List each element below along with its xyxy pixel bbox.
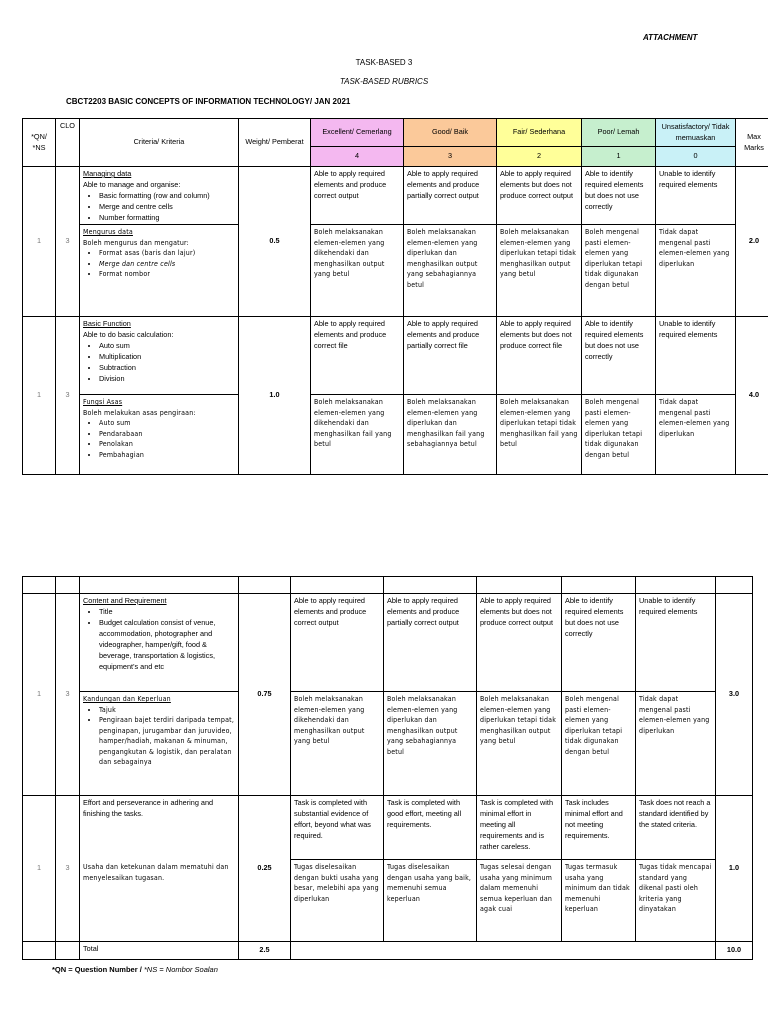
unsat-en: Task does not reach a standard identified by the stated criteria.	[636, 796, 715, 860]
table-row	[23, 577, 753, 594]
list-item: • Merge dan centre cells	[99, 259, 235, 270]
good-ms: Tugas diselesaikan dengan usaha yang baik, memenuhi semua keperluan	[387, 863, 472, 903]
col-qn: *QN/ *NS	[23, 119, 56, 167]
list-item: • Subtraction	[99, 363, 235, 374]
total-label: Total	[80, 942, 239, 960]
col-weight: Weight/ Pemberat	[239, 119, 311, 167]
footnote-italic: *NS = Nombor Soalan	[143, 965, 218, 974]
criteria-cell	[80, 167, 239, 317]
row-clo: 3	[56, 594, 80, 796]
footnote-main: *QN = Question Number /	[52, 965, 144, 974]
row-max: 4.0	[736, 317, 768, 475]
row-clo: 3	[56, 796, 80, 942]
poor-en: Task includes minimal effort and not meeting requirements.	[562, 796, 635, 860]
poor-ms: Boleh mengenal pasti elemen-elemen yang diperlukan tetapi tidak digunakan dengan betul	[565, 695, 623, 756]
excellent-cell	[311, 317, 404, 475]
poor-ms: Boleh mengenal pasti elemen-elemen yang diperlukan tetapi tidak digunakan dengan betul	[585, 228, 643, 289]
criteria-intro: Able to manage and organise:	[83, 179, 181, 189]
criteria-title: Managing data	[83, 169, 132, 178]
poor-ms: Boleh mengenal pasti elemen-elemen yang diperlukan tetapi tidak digunakan dengan betul	[585, 398, 643, 459]
unsat-ms: Tidak dapat mengenal pasti elemen-elemen yang diperlukan	[639, 695, 710, 735]
excellent-ms: Boleh melaksanakan elemen-elemen yang dikehendaki dan menghasilkan output yang betul	[294, 695, 365, 745]
fair-cell	[497, 317, 582, 475]
list-item: • Merge and centre cells	[99, 202, 235, 213]
list-item: • Multiplication	[99, 352, 235, 363]
good-cell	[384, 796, 477, 942]
score-unsat: 0	[656, 147, 736, 167]
criteria-title: Basic Function	[83, 319, 131, 328]
excellent-en: Able to apply required elements and produce correct file	[311, 317, 403, 395]
criteria-title-ms: Fungsi Asas	[83, 398, 123, 406]
table-row	[23, 317, 768, 475]
fair-ms: Boleh melaksanakan elemen-elemen yang diperlukan tetapi tidak menghasilkan output yang betul	[500, 228, 577, 278]
unsat-cell	[656, 317, 736, 475]
col-good: Good/ Baik	[404, 119, 497, 147]
col-excellent: Excellent/ Cemerlang	[311, 119, 404, 147]
good-en: Able to apply required elements and produce partially correct output	[384, 594, 476, 692]
list-item: • Format nombor	[99, 269, 235, 280]
excellent-cell	[291, 594, 384, 796]
row-max: 1.0	[716, 796, 753, 942]
poor-ms: Tugas termasuk usaha yang minimum dan tidak memenuhi keperluan	[565, 863, 630, 913]
poor-cell	[562, 796, 636, 942]
poor-cell	[562, 594, 636, 796]
table-row	[23, 167, 768, 317]
good-en: Able to apply required elements and produce partially correct file	[404, 317, 496, 395]
good-ms: Boleh melaksanakan elemen-elemen yang diperlukan dan menghasilkan output yang sebahagiannya betul	[387, 695, 458, 756]
fair-ms: Boleh melaksanakan elemen-elemen yang diperlukan tetapi tidak menghasilkan fail yang betul	[500, 398, 578, 448]
criteria-cell	[80, 796, 239, 942]
poor-cell	[582, 167, 656, 317]
footnote	[52, 965, 218, 974]
total-max: 10.0	[716, 942, 753, 960]
score-poor: 1	[582, 147, 656, 167]
list-item: • Penolakan	[99, 439, 235, 450]
good-cell	[404, 317, 497, 475]
excellent-en: Able to apply required elements and produce correct output	[291, 594, 383, 692]
list-item: • Format asas (baris dan lajur)	[99, 248, 235, 259]
criteria-title: Content and Requirement	[83, 596, 167, 605]
col-fair: Fair/ Sederhana	[497, 119, 582, 147]
col-clo: CLO	[56, 119, 80, 167]
unsat-ms: Tidak dapat mengenal pasti elemen-elemen yang diperlukan	[659, 228, 730, 268]
good-ms: Boleh melaksanakan elemen-elemen yang diperlukan dan menghasilkan output yang sebahagiannya betul	[407, 228, 478, 289]
score-good: 3	[404, 147, 497, 167]
unsat-cell	[656, 167, 736, 317]
list-item: • Title	[99, 607, 235, 618]
criteria-title-ms: Usaha dan ketekunan dalam mematuhi dan menyelesaikan tugasan.	[83, 863, 229, 882]
list-item: • Pembahagian	[99, 450, 235, 461]
row-qn: 1	[23, 796, 56, 942]
unsat-ms: Tidak dapat mengenal pasti elemen-elemen yang diperlukan	[659, 398, 730, 438]
criteria-intro-ms: Boleh mengurus dan mengatur:	[83, 238, 190, 247]
row-weight: 0.75	[239, 594, 291, 796]
col-max: Max Marks	[736, 119, 768, 167]
score-fair: 2	[497, 147, 582, 167]
unsat-en: Unable to identify required elements	[656, 317, 735, 395]
fair-cell	[497, 167, 582, 317]
col-unsat: Unsatisfactory/ Tidak memuaskan	[656, 119, 736, 147]
good-ms: Boleh melaksanakan elemen-elemen yang diperlukan dan menghasilkan fail yang sebahagiannya betul	[407, 398, 485, 448]
fair-en: Able to apply required elements but does not produce correct output	[497, 167, 581, 225]
list-item: • Number formatting	[99, 213, 235, 224]
score-excellent: 4	[311, 147, 404, 167]
task-rubrics-title: TASK-BASED RUBRICS	[339, 77, 429, 86]
excellent-cell	[291, 796, 384, 942]
table-row	[23, 796, 753, 942]
row-weight: 0.25	[239, 796, 291, 942]
row-qn: 1	[23, 317, 56, 475]
row-qn: 1	[23, 594, 56, 796]
fair-en: Task is completed with minimal effort in meeting all requirements and is rather careless.	[477, 796, 561, 860]
good-en: Task is completed with good effort, meeting all requirements.	[384, 796, 476, 860]
excellent-ms: Boleh melaksanakan elemen-elemen yang dikehendaki dan menghasilkan output yang betul	[314, 228, 385, 278]
row-clo: 3	[56, 317, 80, 475]
list-item: • Pengiraan bajet terdiri daripada tempat, penginapan, jurugambar dan juruvideo, hamper/hadiah, makanan & minuman, pengangkutan & logistik, dan peralatan dan sebagainya	[99, 715, 235, 768]
fair-ms: Tugas selesai dengan usaha yang minimum dalam memenuhi semua keperluan dan agak cuai	[480, 863, 553, 913]
criteria-title-ms: Kandungan dan Keperluan	[83, 695, 171, 703]
col-poor: Poor/ Lemah	[582, 119, 656, 147]
row-weight: 0.5	[239, 167, 311, 317]
fair-cell	[477, 796, 562, 942]
criteria-intro-ms: Boleh melakukan asas pengiraan:	[83, 408, 196, 417]
row-clo: 3	[56, 167, 80, 317]
row-max: 3.0	[716, 594, 753, 796]
criteria-title-ms: Mengurus data	[83, 228, 133, 236]
list-item: • Basic formatting (row and column)	[99, 191, 235, 202]
poor-cell	[582, 317, 656, 475]
row-weight: 1.0	[239, 317, 311, 475]
list-item: • Auto sum	[99, 418, 235, 429]
criteria-cell	[80, 594, 239, 796]
unsat-cell	[636, 594, 716, 796]
course-title: CBCT2203 BASIC CONCEPTS OF INFORMATION TECHNOLOGY/ JAN 2021	[66, 97, 351, 106]
fair-en: Able to apply required elements but does not produce correct file	[497, 317, 581, 395]
rubric-table-1	[22, 118, 768, 475]
excellent-ms: Tugas diselesaikan dengan bukti usaha yang besar, melebihi apa yang diperlukan	[294, 863, 379, 903]
poor-en: Able to identify required elements but does not use correctly	[582, 317, 655, 395]
fair-en: Able to apply required elements but does not produce correct output	[477, 594, 561, 692]
excellent-cell	[311, 167, 404, 317]
unsat-en: Unable to identify required elements	[656, 167, 735, 225]
criteria-cell	[80, 317, 239, 475]
good-en: Able to apply required elements and produce partially correct output	[404, 167, 496, 225]
criteria-title: Effort and perseverance in adhering and finishing the tasks.	[83, 798, 214, 818]
good-cell	[404, 167, 497, 317]
task-based-title: TASK-BASED 3	[355, 58, 413, 67]
total-weight: 2.5	[239, 942, 291, 960]
list-item: • Pendarabaan	[99, 429, 235, 440]
fair-ms: Boleh melaksanakan elemen-elemen yang diperlukan tetapi tidak menghasilkan output yang betul	[480, 695, 557, 745]
fair-cell	[477, 594, 562, 796]
poor-en: Able to identify required elements but does not use correctly	[582, 167, 655, 225]
list-item: • Division	[99, 374, 235, 385]
list-item: • Auto sum	[99, 341, 235, 352]
table-row	[23, 594, 753, 796]
row-qn: 1	[23, 167, 56, 317]
criteria-intro: Able to do basic calculation:	[83, 329, 174, 339]
excellent-ms: Boleh melaksanakan elemen-elemen yang dikehendaki dan menghasilkan fail yang betul	[314, 398, 392, 448]
list-item: • Tajuk	[99, 705, 235, 716]
list-item: • Budget calculation consist of venue, accommodation, photographer and videographer, hamper/gift, food & beverage, transportation & logistics, equipment's and etc	[99, 618, 235, 673]
unsat-en: Unable to identify required elements	[636, 594, 715, 692]
excellent-en: Able to apply required elements and produce correct output	[311, 167, 403, 225]
excellent-en: Task is completed with substantial evidence of effort, beyond what was required.	[291, 796, 383, 860]
unsat-ms: Tugas tidak mencapai standard yang dikenal pasti oleh kriteria yang dinyatakan	[639, 863, 712, 913]
unsat-cell	[636, 796, 716, 942]
row-max: 2.0	[736, 167, 768, 317]
col-criteria: Criteria/ Kriteria	[80, 119, 239, 167]
good-cell	[384, 594, 477, 796]
total-row	[23, 942, 753, 960]
poor-en: Able to identify required elements but does not use correctly	[562, 594, 635, 692]
rubric-table-2	[22, 576, 753, 960]
attachment-label: ATTACHMENT	[643, 33, 698, 42]
